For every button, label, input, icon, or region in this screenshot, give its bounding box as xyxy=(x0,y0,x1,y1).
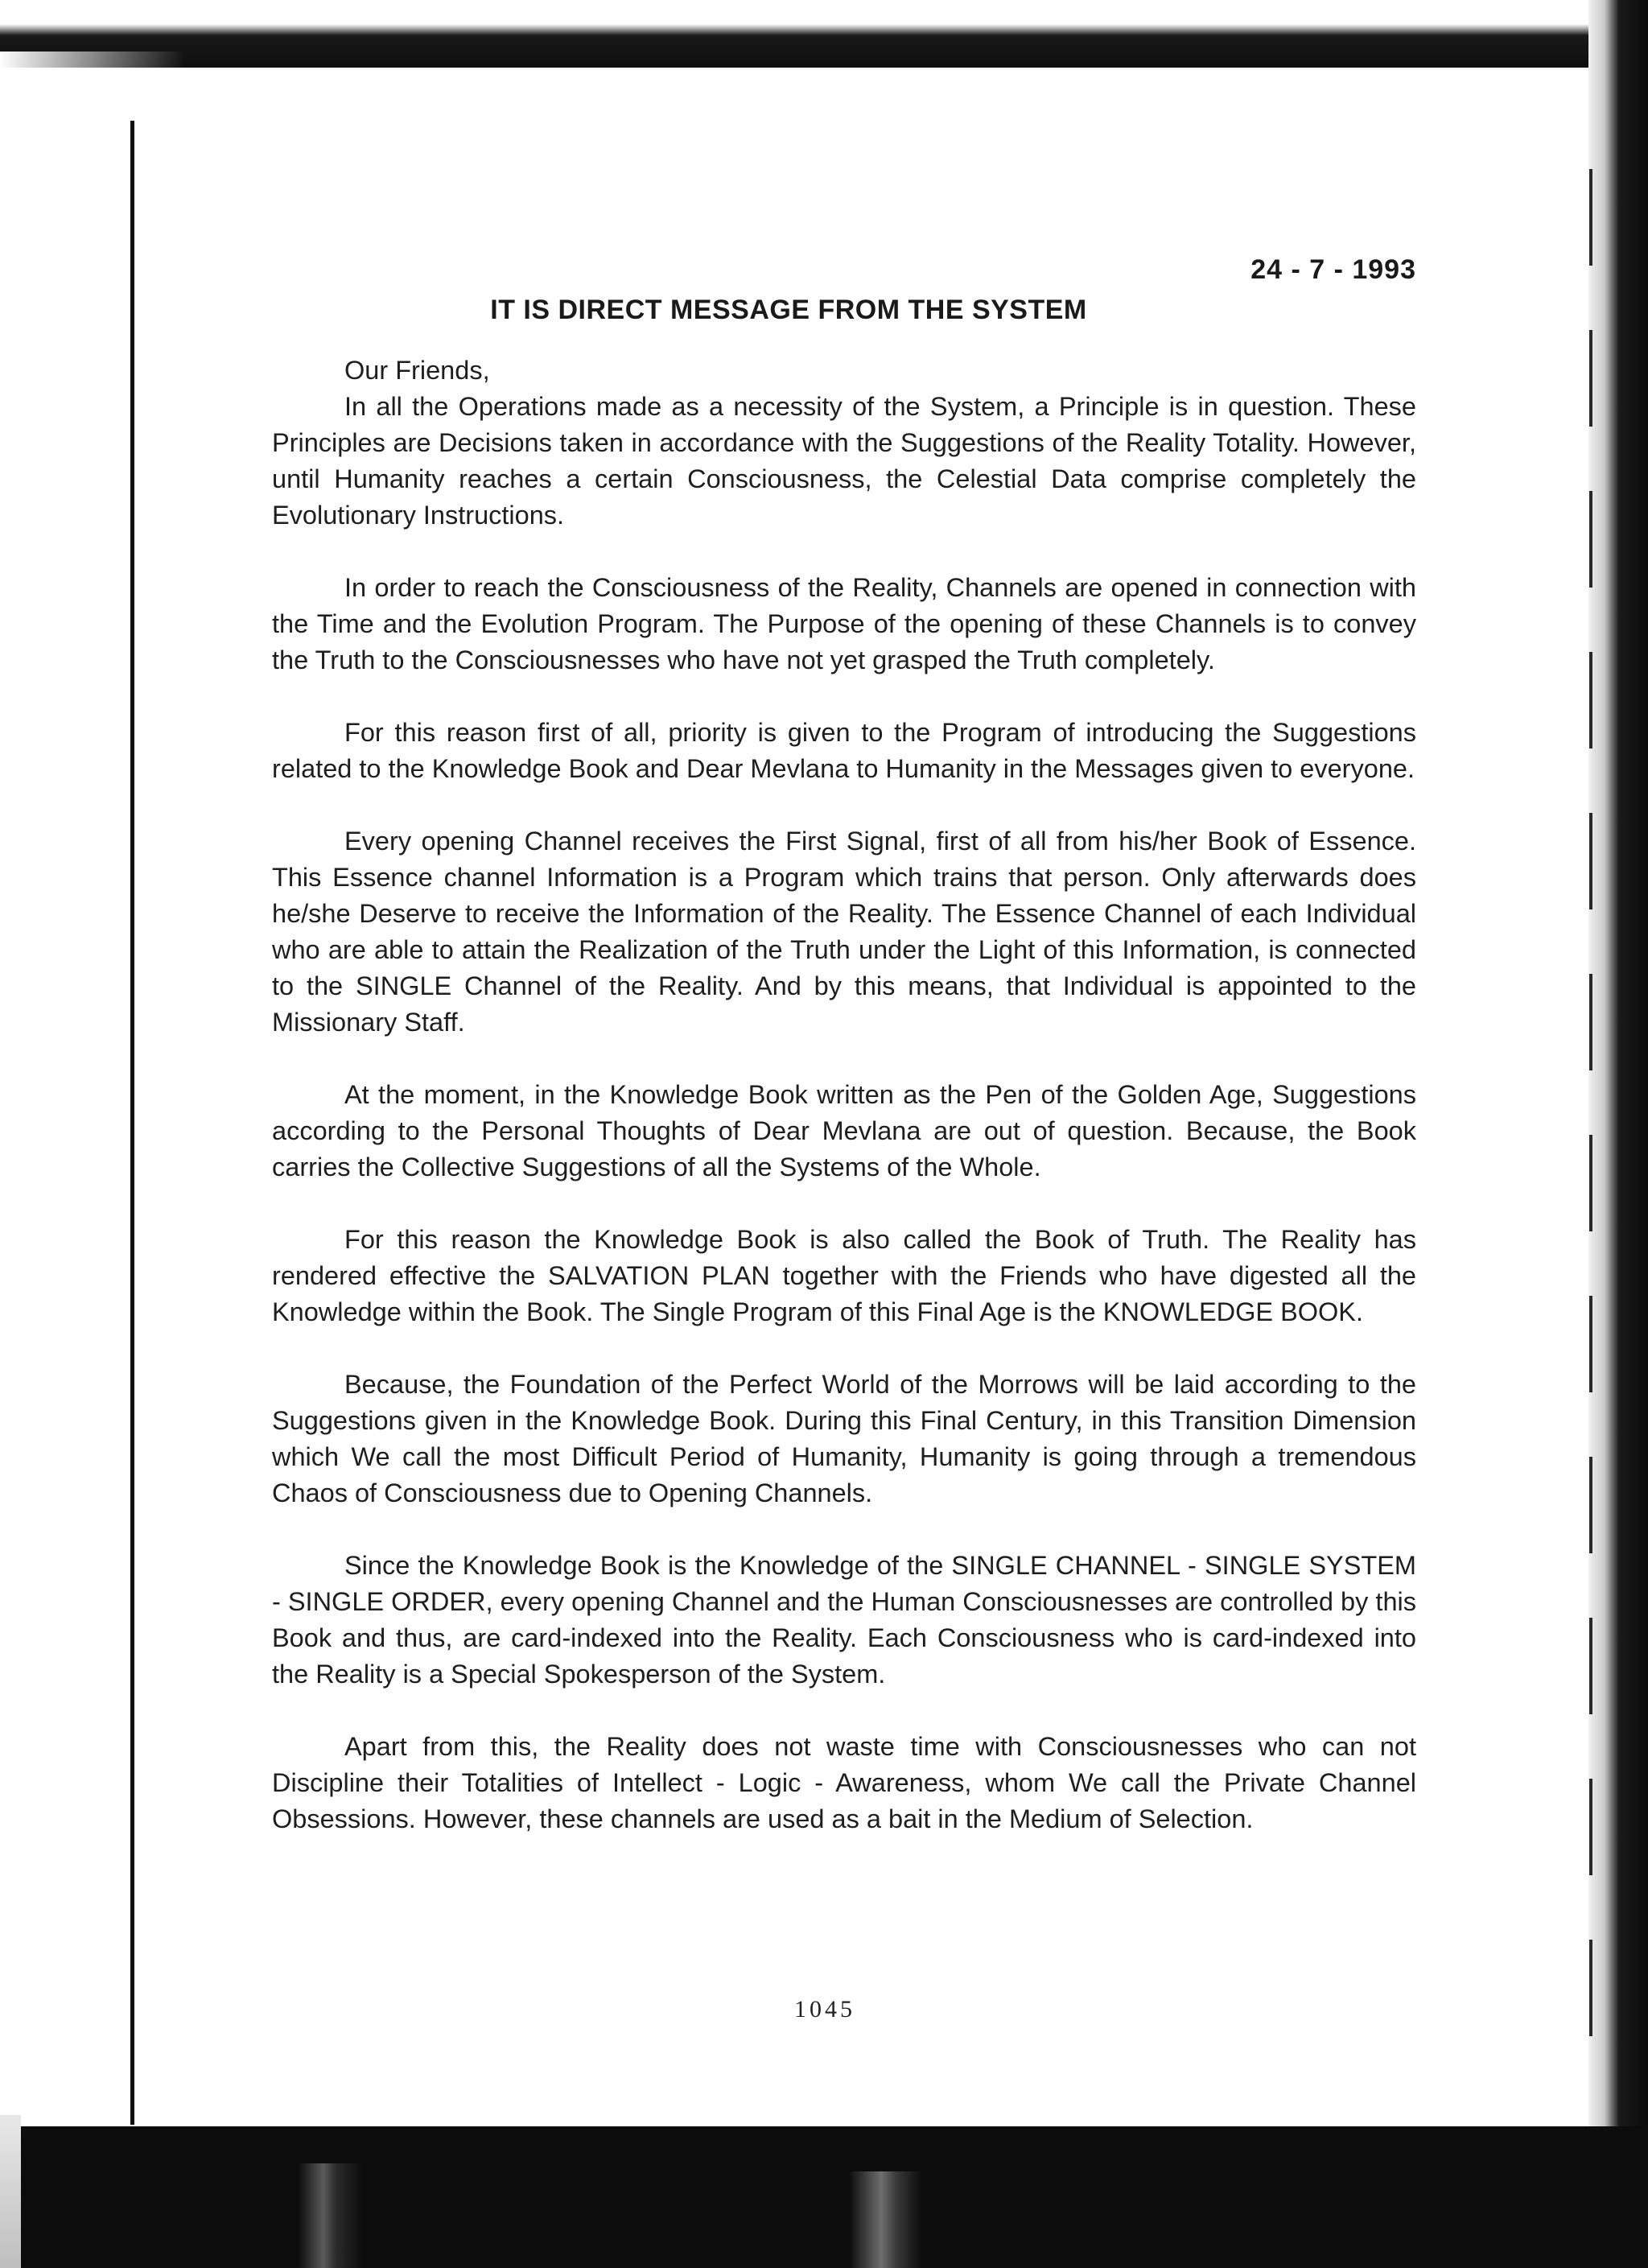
scan-edge-top xyxy=(0,0,1648,68)
page-number: 1045 xyxy=(794,1996,855,2023)
document-title: IT IS DIRECT MESSAGE FROM THE SYSTEM xyxy=(490,295,1087,325)
paragraph: Every opening Channel receives the First Signal, first of all from his/her Book of Essence. This Essence channel Information is a Program which trains that person. Only afterwards does he/she Deserve to receive the Information of the Reality. The Essence Channel of each Individual who are able to attain the Realization of the Truth under the Light of this Information, is connected to the SINGLE Channel of the Reality. And by this means, that Individual is appointed to the Missionary Staff. xyxy=(272,827,1416,1037)
paragraph: Because, the Foundation of the Perfect World of the Morrows will be laid according to the Suggestions given in the Knowledge Book. During this Final Century, in this Transition Dimension which We call the most Difficult Period of Humanity, Humanity is going through a tremendous Chaos of Consciousness due to Opening Channels. xyxy=(272,1370,1416,1507)
scan-edge-top-fade xyxy=(0,52,185,71)
scan-edge-bottom xyxy=(0,2126,1648,2268)
binding-margin-line-right xyxy=(1589,169,1592,2101)
paragraph: Apart from this, the Reality does not waste time with Consciousnesses who can not Discipline their Totalities of Intellect - Logic - Awareness, whom We call the Private Channel Obsessions. However, these channels are used as a bait in the Medium of Selection. xyxy=(272,1732,1416,1833)
paragraph: At the moment, in the Knowledge Book written as the Pen of the Golden Age, Suggestions according to the Personal Thoughts of Dear Mevlana are out of question. Because, the Book carries the Collective Suggestions of all the Systems of the Whole. xyxy=(272,1080,1416,1181)
paragraph: In all the Operations made as a necessity of the System, a Principle is in question. These Principles are Decisions taken in accordance with the Suggestions of the Reality Totality. However, until Humanity reaches a certain Consciousness, the Celestial Data comprise completely the Evolutionary Instructions. xyxy=(272,392,1416,530)
paragraph: Since the Knowledge Book is the Knowledge of the SINGLE CHANNEL - SINGLE SYSTEM - SINGLE ORDER, every opening Channel and the Human Consciousnesses are controlled by this Book and thus, are card-indexed into the Reality. Each Consciousness who is card-indexed into the Reality is a Special Spokesperson of the System. xyxy=(272,1551,1416,1689)
salutation: Our Friends, xyxy=(344,356,490,385)
document-body xyxy=(272,353,1416,1874)
scan-noise xyxy=(849,2171,921,2268)
scan-edge-right xyxy=(1588,0,1648,2268)
scan-noise xyxy=(0,2115,21,2268)
paragraph: For this reason the Knowledge Book is also called the Book of Truth. The Reality has rendered effective the SALVATION PLAN together with the Friends who have digested all the Knowledge within the Book. The Single Program of this Final Age is the KNOWLEDGE BOOK. xyxy=(272,1225,1416,1326)
scan-noise xyxy=(298,2163,362,2268)
paragraph: In order to reach the Consciousness of the Reality, Channels are opened in connection with the Time and the Evolution Program. The Purpose of the opening of these Channels is to convey the Truth to the Consciousnesses who have not yet grasped the Truth completely. xyxy=(272,573,1416,674)
document-date: 24 - 7 - 1993 xyxy=(1250,254,1416,285)
binding-margin-line-left xyxy=(130,121,134,2125)
paragraph: For this reason first of all, priority is given to the Program of introducing the Suggestions related to the Knowledge Book and Dear Mevlana to Humanity in the Messages given to everyone. xyxy=(272,718,1416,783)
